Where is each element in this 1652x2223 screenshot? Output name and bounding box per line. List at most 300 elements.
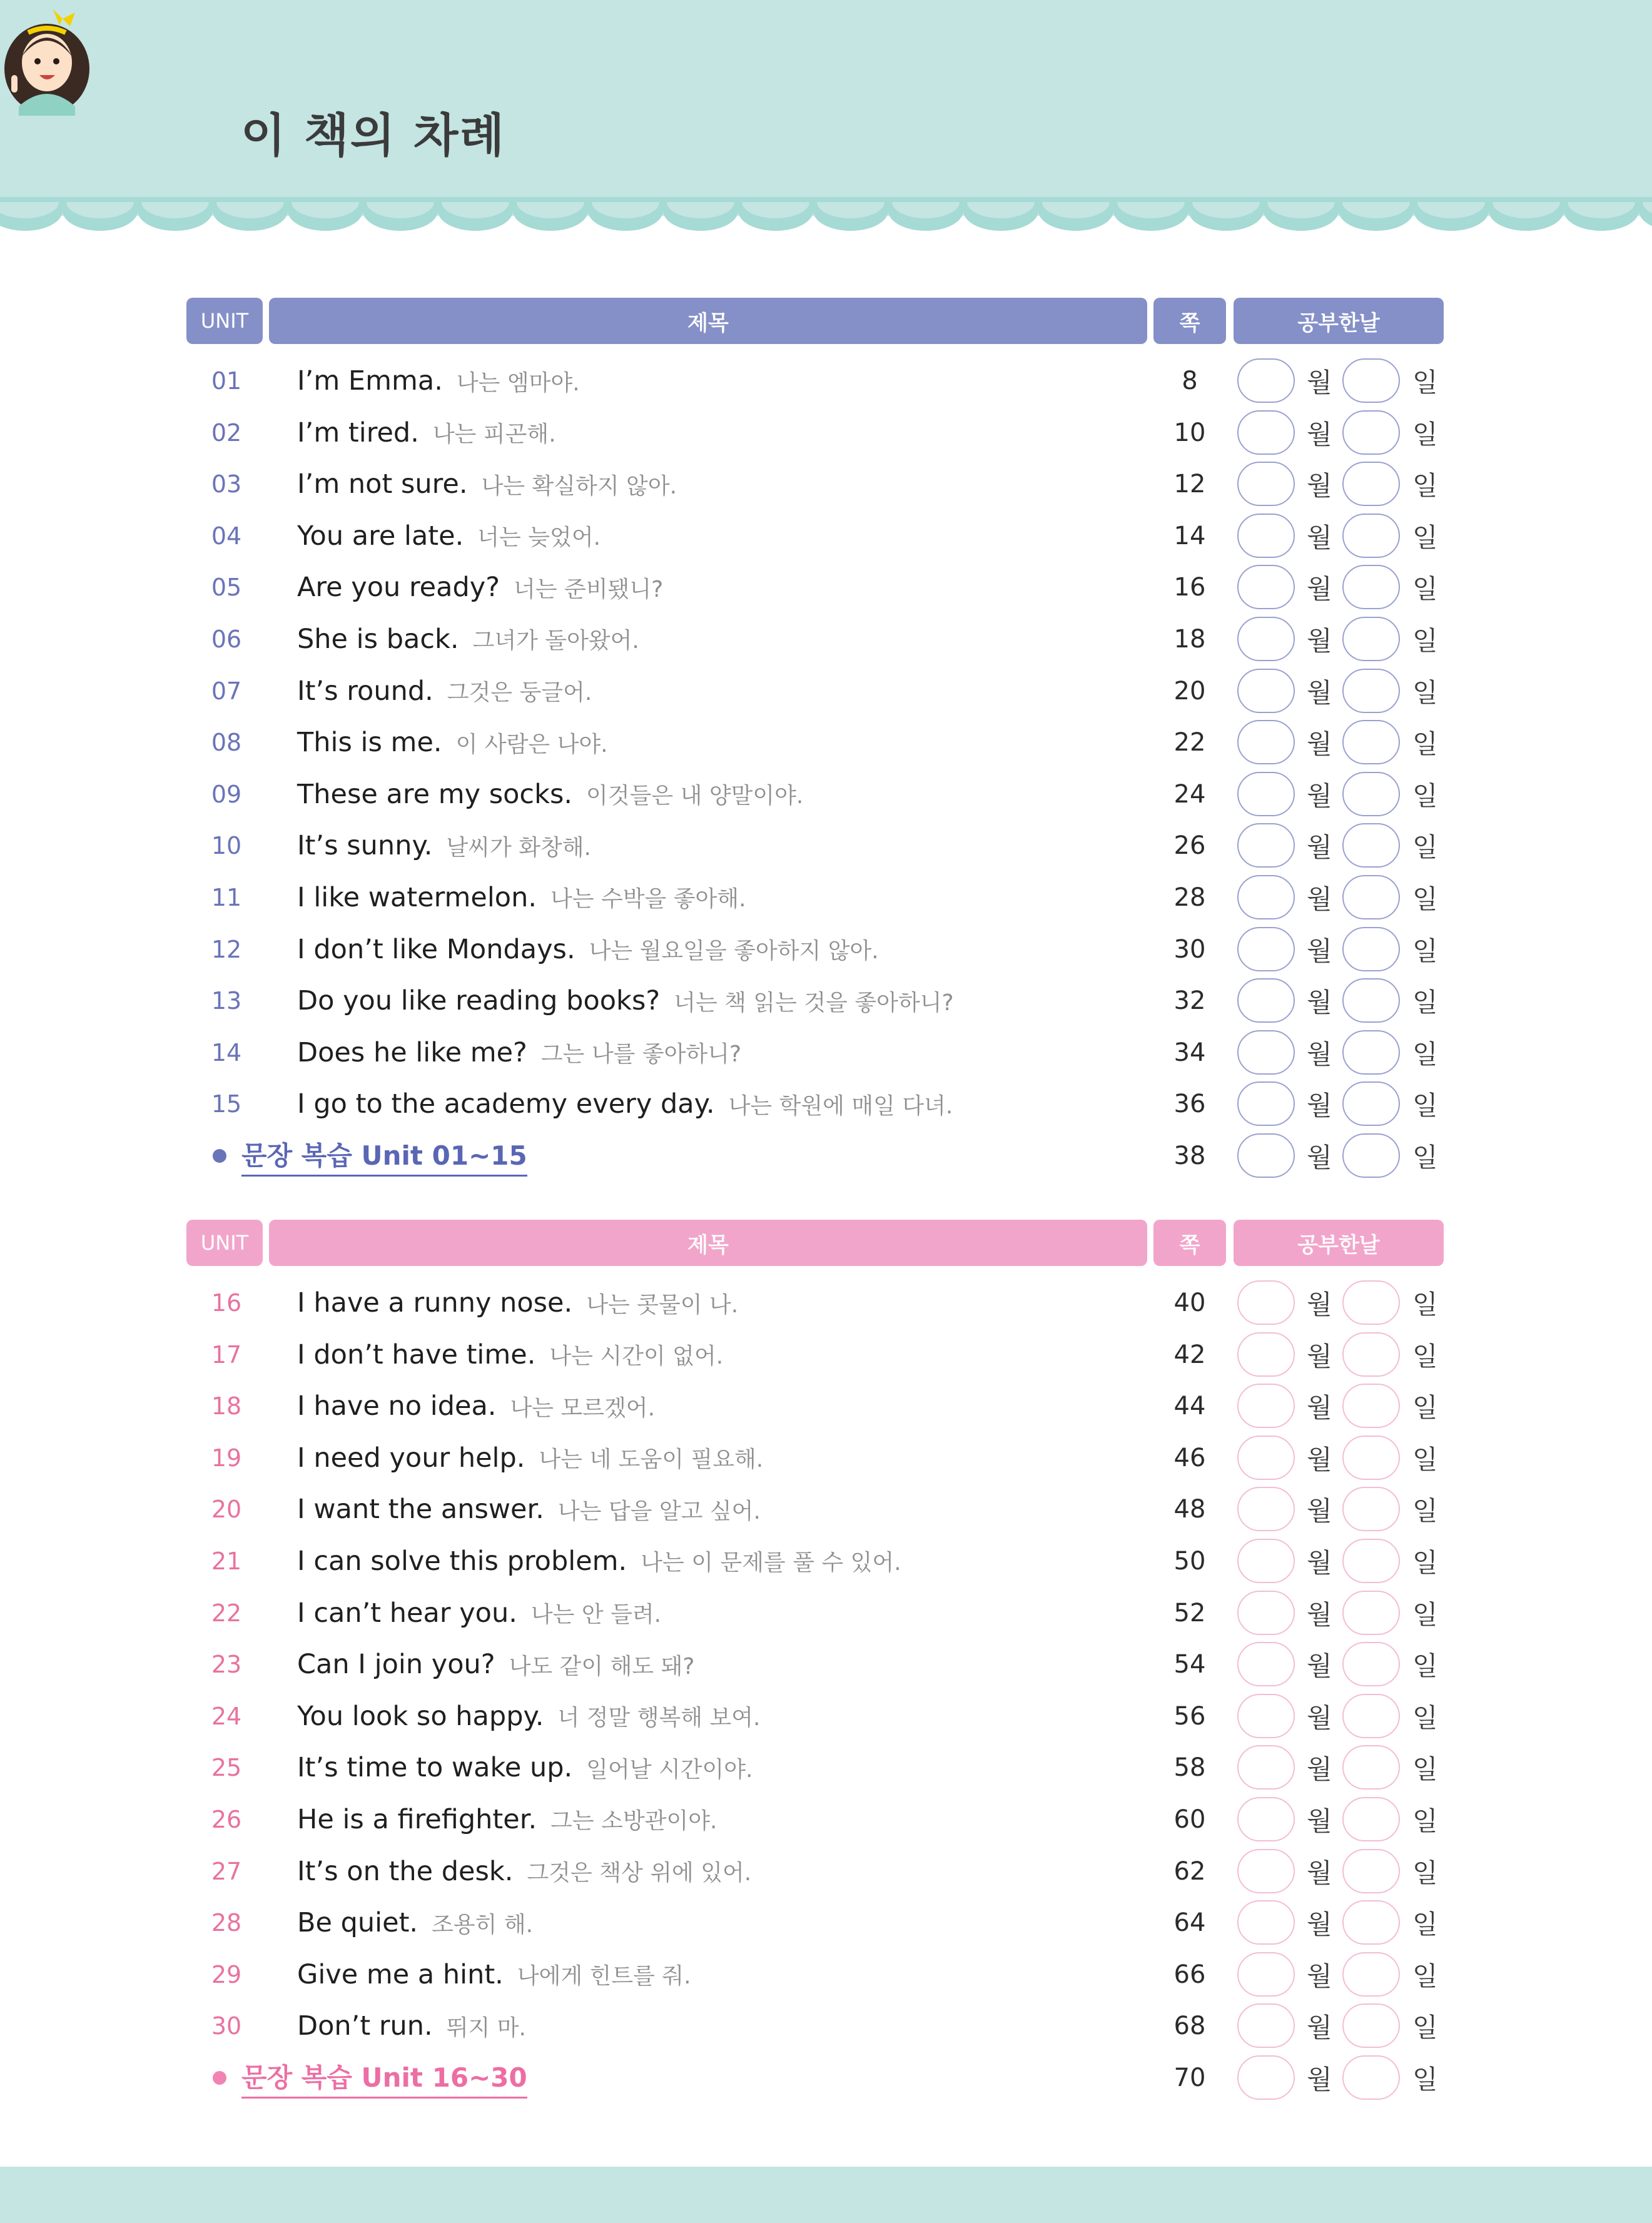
unit-title [297, 1587, 661, 1639]
english-sentence: Does he like me? [297, 1036, 527, 1068]
page-number: 24 [1173, 779, 1206, 809]
page-number: 32 [1173, 986, 1206, 1016]
month-input-oval[interactable] [1237, 823, 1295, 868]
korean-translation: 이 사람은 나야. [455, 731, 608, 757]
unit-title [297, 1484, 761, 1535]
unit-title [297, 1329, 723, 1380]
month-label: 월 [1307, 1289, 1332, 1320]
month-label: 월 [1307, 1340, 1332, 1372]
english-sentence: Are you ready? [297, 572, 500, 604]
month-input-oval[interactable] [1237, 617, 1295, 661]
unit-title [297, 614, 639, 665]
english-sentence: I have no idea. [297, 1390, 497, 1422]
teacher-mascot-icon [0, 0, 94, 116]
page-number: 22 [1173, 728, 1206, 757]
day-input-oval[interactable] [1342, 1384, 1400, 1428]
toc-row [186, 1329, 1444, 1381]
toc-row [186, 666, 1444, 717]
toc-row [186, 1536, 1444, 1587]
unit-title [297, 820, 591, 871]
unit-number: 07 [211, 677, 242, 705]
month-input-oval[interactable] [1237, 2055, 1295, 2100]
day-label: 일 [1412, 1142, 1438, 1173]
day-label: 일 [1412, 1547, 1438, 1578]
day-input-oval[interactable] [1342, 1280, 1400, 1325]
month-label: 월 [1307, 935, 1332, 966]
month-label: 월 [1307, 522, 1332, 553]
month-label: 월 [1307, 2012, 1332, 2043]
day-input-oval[interactable] [1342, 1745, 1400, 1790]
title-header: 제목 [269, 1220, 1147, 1266]
unit-title [297, 458, 677, 510]
month-label: 월 [1307, 2063, 1332, 2095]
page-number: 68 [1173, 2012, 1206, 2041]
unit-number: 08 [211, 729, 242, 757]
month-input-oval[interactable] [1237, 875, 1295, 919]
unit-number: 17 [211, 1340, 242, 1369]
month-input-oval[interactable] [1237, 358, 1295, 403]
unit-title [297, 355, 580, 407]
unit-title [297, 407, 556, 458]
day-label: 일 [1412, 470, 1438, 502]
day-input-oval[interactable] [1342, 462, 1400, 506]
unit-title [297, 1380, 655, 1432]
toc-row [186, 820, 1444, 872]
month-input-oval[interactable] [1237, 1642, 1295, 1686]
day-input-oval[interactable] [1342, 1436, 1400, 1480]
korean-translation: 날씨가 화창해. [446, 834, 591, 861]
page-number: 64 [1173, 1908, 1206, 1938]
korean-translation: 너는 준비됐니? [514, 576, 664, 602]
unit-title [297, 666, 592, 717]
english-sentence: He is a firefighter. [297, 1803, 537, 1835]
korean-translation: 그는 나를 좋아하니? [540, 1041, 742, 1068]
page-number: 28 [1173, 883, 1206, 912]
day-label: 일 [1412, 780, 1438, 811]
month-label: 월 [1307, 1651, 1332, 1682]
month-input-oval[interactable] [1237, 1332, 1295, 1377]
toc-row [186, 562, 1444, 614]
day-input-oval[interactable] [1342, 1952, 1400, 1997]
unit-number: 01 [211, 367, 242, 395]
toc-row [186, 1691, 1444, 1743]
month-label: 월 [1307, 367, 1332, 398]
unit-title [297, 1432, 763, 1484]
study-date-header: 공부한날 [1234, 1220, 1444, 1266]
page-number: 20 [1173, 676, 1206, 706]
month-input-oval[interactable] [1237, 1900, 1295, 1945]
toc-section-2 [186, 1220, 1444, 2104]
day-label: 일 [1412, 574, 1438, 605]
day-input-oval[interactable] [1342, 1332, 1400, 1377]
korean-translation: 나는 시간이 없어. [549, 1344, 724, 1370]
toc-row [186, 1432, 1444, 1484]
day-label: 일 [1412, 2063, 1438, 2095]
day-input-oval[interactable] [1342, 720, 1400, 764]
month-label: 월 [1307, 1392, 1332, 1424]
unit-number: 16 [211, 1289, 242, 1317]
day-label: 일 [1412, 729, 1438, 760]
day-input-oval[interactable] [1342, 823, 1400, 868]
day-label: 일 [1412, 2012, 1438, 2043]
english-sentence: I need your help. [297, 1442, 525, 1474]
page-number: 60 [1173, 1805, 1206, 1834]
month-label: 월 [1307, 1547, 1332, 1578]
english-sentence: I’m Emma. [297, 365, 443, 397]
unit-title [297, 924, 879, 975]
day-label: 일 [1412, 1496, 1438, 1527]
toc-section-1 [186, 298, 1444, 1182]
month-input-oval[interactable] [1237, 1081, 1295, 1126]
korean-translation: 너는 책 읽는 것을 좋아하니? [674, 990, 954, 1016]
day-input-oval[interactable] [1342, 1591, 1400, 1635]
page-number: 44 [1173, 1392, 1206, 1421]
day-input-oval[interactable] [1342, 1487, 1400, 1531]
korean-translation: 너 정말 행복해 보여. [557, 1705, 761, 1731]
month-label: 월 [1307, 780, 1332, 811]
month-label: 월 [1307, 883, 1332, 914]
review-link[interactable] [213, 2052, 527, 2104]
english-sentence: Can I join you? [297, 1649, 495, 1681]
header-band [0, 0, 1652, 244]
day-input-oval[interactable] [1342, 2055, 1400, 2100]
review-label: 문장 복습 Unit 01~15 [241, 1135, 527, 1177]
day-label: 일 [1412, 1599, 1438, 1630]
korean-translation: 나는 학원에 매일 다녀. [728, 1093, 953, 1119]
page-header: 쪽 [1153, 298, 1226, 344]
unit-number: 18 [211, 1392, 242, 1420]
month-input-oval[interactable] [1237, 669, 1295, 713]
toc-row [186, 1639, 1444, 1691]
month-input-oval[interactable] [1237, 462, 1295, 506]
unit-number: 29 [211, 1960, 242, 1988]
day-label: 일 [1412, 883, 1438, 914]
page-number: 70 [1173, 2063, 1206, 2092]
english-sentence: I go to the academy every day. [297, 1088, 715, 1120]
day-label: 일 [1412, 522, 1438, 553]
unit-number: 26 [211, 1805, 242, 1833]
month-input-oval[interactable] [1237, 1280, 1295, 1325]
month-label: 월 [1307, 1090, 1332, 1122]
english-sentence: She is back. [297, 623, 459, 655]
unit-number: 20 [211, 1496, 242, 1524]
page-number: 52 [1173, 1598, 1206, 1628]
english-sentence: I’m not sure. [297, 468, 468, 500]
month-label: 월 [1307, 1444, 1332, 1475]
month-input-oval[interactable] [1237, 565, 1295, 609]
unit-number: 15 [211, 1090, 242, 1118]
unit-number: 05 [211, 574, 242, 602]
page-number: 10 [1173, 418, 1206, 447]
unit-title [297, 717, 608, 768]
day-input-oval[interactable] [1342, 2003, 1400, 2048]
month-input-oval[interactable] [1237, 1487, 1295, 1531]
month-label: 월 [1307, 1857, 1332, 1888]
english-sentence: I’m tired. [297, 417, 419, 448]
month-label: 월 [1307, 987, 1332, 1018]
page-number: 12 [1173, 470, 1206, 499]
page-number: 50 [1173, 1546, 1206, 1576]
month-label: 월 [1307, 677, 1332, 708]
english-sentence: I can’t hear you. [297, 1597, 517, 1629]
day-input-oval[interactable] [1342, 1849, 1400, 1893]
review-label: 문장 복습 Unit 16~30 [241, 2057, 527, 2099]
month-input-oval[interactable] [1237, 1797, 1295, 1841]
korean-translation: 그것은 책상 위에 있어. [527, 1860, 752, 1886]
review-link[interactable] [213, 1130, 527, 1182]
page-number: 56 [1173, 1701, 1206, 1731]
table-header [186, 298, 1444, 344]
page-number: 66 [1173, 1960, 1206, 1989]
toc-row [186, 717, 1444, 769]
toc-row [186, 1794, 1444, 1846]
month-input-oval[interactable] [1237, 514, 1295, 558]
month-label: 월 [1307, 1754, 1332, 1785]
page-title: 이 책의 차례 [241, 109, 505, 163]
unit-title [297, 1027, 741, 1078]
english-sentence: It’s time to wake up. [297, 1752, 573, 1784]
unit-header: UNIT [186, 298, 263, 344]
korean-translation: 일어날 시간이야. [586, 1756, 753, 1783]
korean-translation: 나는 안 들려. [530, 1602, 662, 1628]
month-input-oval[interactable] [1237, 2003, 1295, 2048]
toc-row [186, 924, 1444, 976]
unit-number: 13 [211, 987, 242, 1015]
day-input-oval[interactable] [1342, 410, 1400, 455]
page-number: 26 [1173, 831, 1206, 861]
month-input-oval[interactable] [1237, 1133, 1295, 1178]
day-label: 일 [1412, 1289, 1438, 1320]
day-input-oval[interactable] [1342, 1642, 1400, 1686]
korean-translation: 나도 같이 해도 돼? [509, 1653, 695, 1679]
day-label: 일 [1412, 1702, 1438, 1733]
unit-title [297, 1536, 901, 1587]
korean-translation: 나는 답을 알고 싶어. [557, 1498, 761, 1524]
day-input-oval[interactable] [1342, 927, 1400, 971]
korean-translation: 나는 월요일을 좋아하지 않아. [589, 938, 879, 965]
toc-row [186, 355, 1444, 407]
day-input-oval[interactable] [1342, 565, 1400, 609]
unit-number: 24 [211, 1702, 242, 1730]
bullet-dot-icon [213, 2071, 226, 2085]
toc-row [186, 1277, 1444, 1329]
day-label: 일 [1412, 1444, 1438, 1475]
toc-row [186, 872, 1444, 924]
unit-number: 21 [211, 1547, 242, 1575]
toc-row [186, 1587, 1444, 1639]
page-number: 40 [1173, 1289, 1206, 1317]
month-label: 월 [1307, 1702, 1332, 1733]
korean-translation: 나는 엠마야. [456, 370, 580, 396]
review-row [186, 1130, 1444, 1182]
page-number: 62 [1173, 1856, 1206, 1886]
english-sentence: I want the answer. [297, 1494, 544, 1526]
month-input-oval[interactable] [1237, 1591, 1295, 1635]
korean-translation: 나는 수박을 좋아해. [550, 886, 746, 913]
unit-title [297, 510, 600, 562]
month-input-oval[interactable] [1237, 410, 1295, 455]
month-input-oval[interactable] [1237, 1436, 1295, 1480]
day-input-oval[interactable] [1342, 358, 1400, 403]
english-sentence: You look so happy. [297, 1700, 544, 1732]
month-input-oval[interactable] [1237, 1952, 1295, 1997]
unit-title [297, 975, 954, 1026]
toc-row [186, 1027, 1444, 1079]
korean-translation: 나는 확실하지 않아. [481, 473, 677, 499]
month-label: 월 [1307, 729, 1332, 760]
unit-title [297, 2000, 526, 2052]
day-label: 일 [1412, 1805, 1438, 1836]
month-label: 월 [1307, 418, 1332, 450]
korean-translation: 나는 네 도움이 필요해. [539, 1447, 764, 1473]
english-sentence: I don’t like Mondays. [297, 933, 575, 965]
page-number: 58 [1173, 1753, 1206, 1783]
day-input-oval[interactable] [1342, 1133, 1400, 1178]
month-input-oval[interactable] [1237, 1384, 1295, 1428]
toc-row [186, 1742, 1444, 1794]
page-number: 16 [1173, 573, 1206, 602]
month-input-oval[interactable] [1237, 927, 1295, 971]
day-input-oval[interactable] [1342, 1900, 1400, 1945]
page-number: 36 [1173, 1090, 1206, 1119]
toc-row [186, 2000, 1444, 2052]
english-sentence: Do you like reading books? [297, 985, 661, 1017]
month-input-oval[interactable] [1237, 772, 1295, 816]
month-input-oval[interactable] [1237, 978, 1295, 1023]
month-label: 월 [1307, 1142, 1332, 1173]
day-label: 일 [1412, 1340, 1438, 1372]
month-label: 월 [1307, 470, 1332, 502]
english-sentence: Be quiet. [297, 1907, 418, 1939]
month-label: 월 [1307, 625, 1332, 656]
title-header: 제목 [269, 298, 1147, 344]
study-date-header: 공부한날 [1234, 298, 1444, 344]
month-input-oval[interactable] [1237, 720, 1295, 764]
toc-row [186, 1897, 1444, 1949]
unit-title [297, 1277, 738, 1329]
day-label: 일 [1412, 1754, 1438, 1785]
korean-translation: 그는 소방관이야. [550, 1808, 717, 1835]
month-input-oval[interactable] [1237, 1539, 1295, 1583]
day-input-oval[interactable] [1342, 514, 1400, 558]
english-sentence: Don’t run. [297, 2010, 433, 2042]
toc-row [186, 1380, 1444, 1432]
unit-number: 04 [211, 522, 242, 550]
english-sentence: This is me. [297, 727, 442, 759]
day-input-oval[interactable] [1342, 669, 1400, 713]
month-label: 월 [1307, 574, 1332, 605]
unit-title [297, 1742, 753, 1793]
day-label: 일 [1412, 1038, 1438, 1070]
toc-row [186, 614, 1444, 666]
english-sentence: I like watermelon. [297, 881, 537, 913]
day-input-oval[interactable] [1342, 772, 1400, 816]
month-input-oval[interactable] [1237, 1694, 1295, 1738]
unit-number: 09 [211, 780, 242, 808]
toc-row [186, 769, 1444, 821]
english-sentence: Give me a hint. [297, 1958, 504, 1990]
day-label: 일 [1412, 418, 1438, 450]
day-input-oval[interactable] [1342, 1797, 1400, 1841]
unit-title [297, 1846, 751, 1897]
day-input-oval[interactable] [1342, 875, 1400, 919]
unit-title [297, 1897, 533, 1948]
day-input-oval[interactable] [1342, 617, 1400, 661]
unit-title [297, 769, 803, 820]
toc-row [186, 1949, 1444, 2001]
page-number: 48 [1173, 1495, 1206, 1524]
korean-translation: 이것들은 내 양말이야. [586, 783, 804, 809]
korean-translation: 나는 이 문제를 풀 수 있어. [641, 1550, 901, 1576]
day-label: 일 [1412, 367, 1438, 398]
unit-title [297, 872, 746, 923]
unit-number: 30 [211, 2012, 242, 2040]
month-label: 월 [1307, 1496, 1332, 1527]
english-sentence: I can solve this problem. [297, 1545, 627, 1577]
korean-translation: 조용히 해. [432, 1912, 534, 1938]
bullet-dot-icon [213, 1149, 226, 1163]
day-label: 일 [1412, 935, 1438, 966]
english-sentence: You are late. [297, 520, 464, 552]
month-input-oval[interactable] [1237, 1030, 1295, 1075]
toc-row [186, 407, 1444, 459]
unit-number: 25 [211, 1754, 242, 1782]
unit-title [297, 562, 663, 613]
month-input-oval[interactable] [1237, 1849, 1295, 1893]
unit-title [297, 1949, 691, 2000]
unit-number: 23 [211, 1651, 242, 1679]
day-label: 일 [1412, 987, 1438, 1018]
korean-translation: 그것은 둥글어. [447, 680, 592, 706]
page-number: 18 [1173, 624, 1206, 654]
unit-number: 28 [211, 1909, 242, 1937]
toc-row [186, 458, 1444, 510]
unit-number: 11 [211, 883, 242, 911]
unit-number: 22 [211, 1599, 242, 1627]
english-sentence: I don’t have time. [297, 1339, 536, 1370]
unit-number: 14 [211, 1038, 242, 1066]
unit-number: 10 [211, 832, 242, 860]
page-header: 쪽 [1153, 1220, 1226, 1266]
english-sentence: It’s on the desk. [297, 1855, 514, 1887]
english-sentence: These are my socks. [297, 778, 573, 810]
unit-title [297, 1078, 953, 1130]
day-input-oval[interactable] [1342, 1694, 1400, 1738]
korean-translation: 나는 콧물이 나. [586, 1292, 739, 1318]
page-number: 30 [1173, 934, 1206, 964]
day-input-oval[interactable] [1342, 1539, 1400, 1583]
month-input-oval[interactable] [1237, 1745, 1295, 1790]
day-label: 일 [1412, 625, 1438, 656]
page-number: 34 [1173, 1038, 1206, 1067]
review-row [186, 2052, 1444, 2104]
unit-number: 03 [211, 470, 242, 499]
unit-title [297, 1691, 760, 1742]
month-label: 월 [1307, 1805, 1332, 1836]
day-input-oval[interactable] [1342, 978, 1400, 1023]
korean-translation: 나는 피곤해. [432, 422, 556, 448]
page-number: 38 [1173, 1141, 1206, 1170]
english-sentence: I have a runny nose. [297, 1287, 573, 1319]
unit-title [297, 1794, 717, 1845]
unit-number: 19 [211, 1444, 242, 1472]
day-input-oval[interactable] [1342, 1030, 1400, 1075]
unit-header: UNIT [186, 1220, 263, 1266]
day-input-oval[interactable] [1342, 1081, 1400, 1126]
month-label: 월 [1307, 1038, 1332, 1070]
toc-row [186, 1078, 1444, 1130]
month-label: 월 [1307, 1909, 1332, 1940]
